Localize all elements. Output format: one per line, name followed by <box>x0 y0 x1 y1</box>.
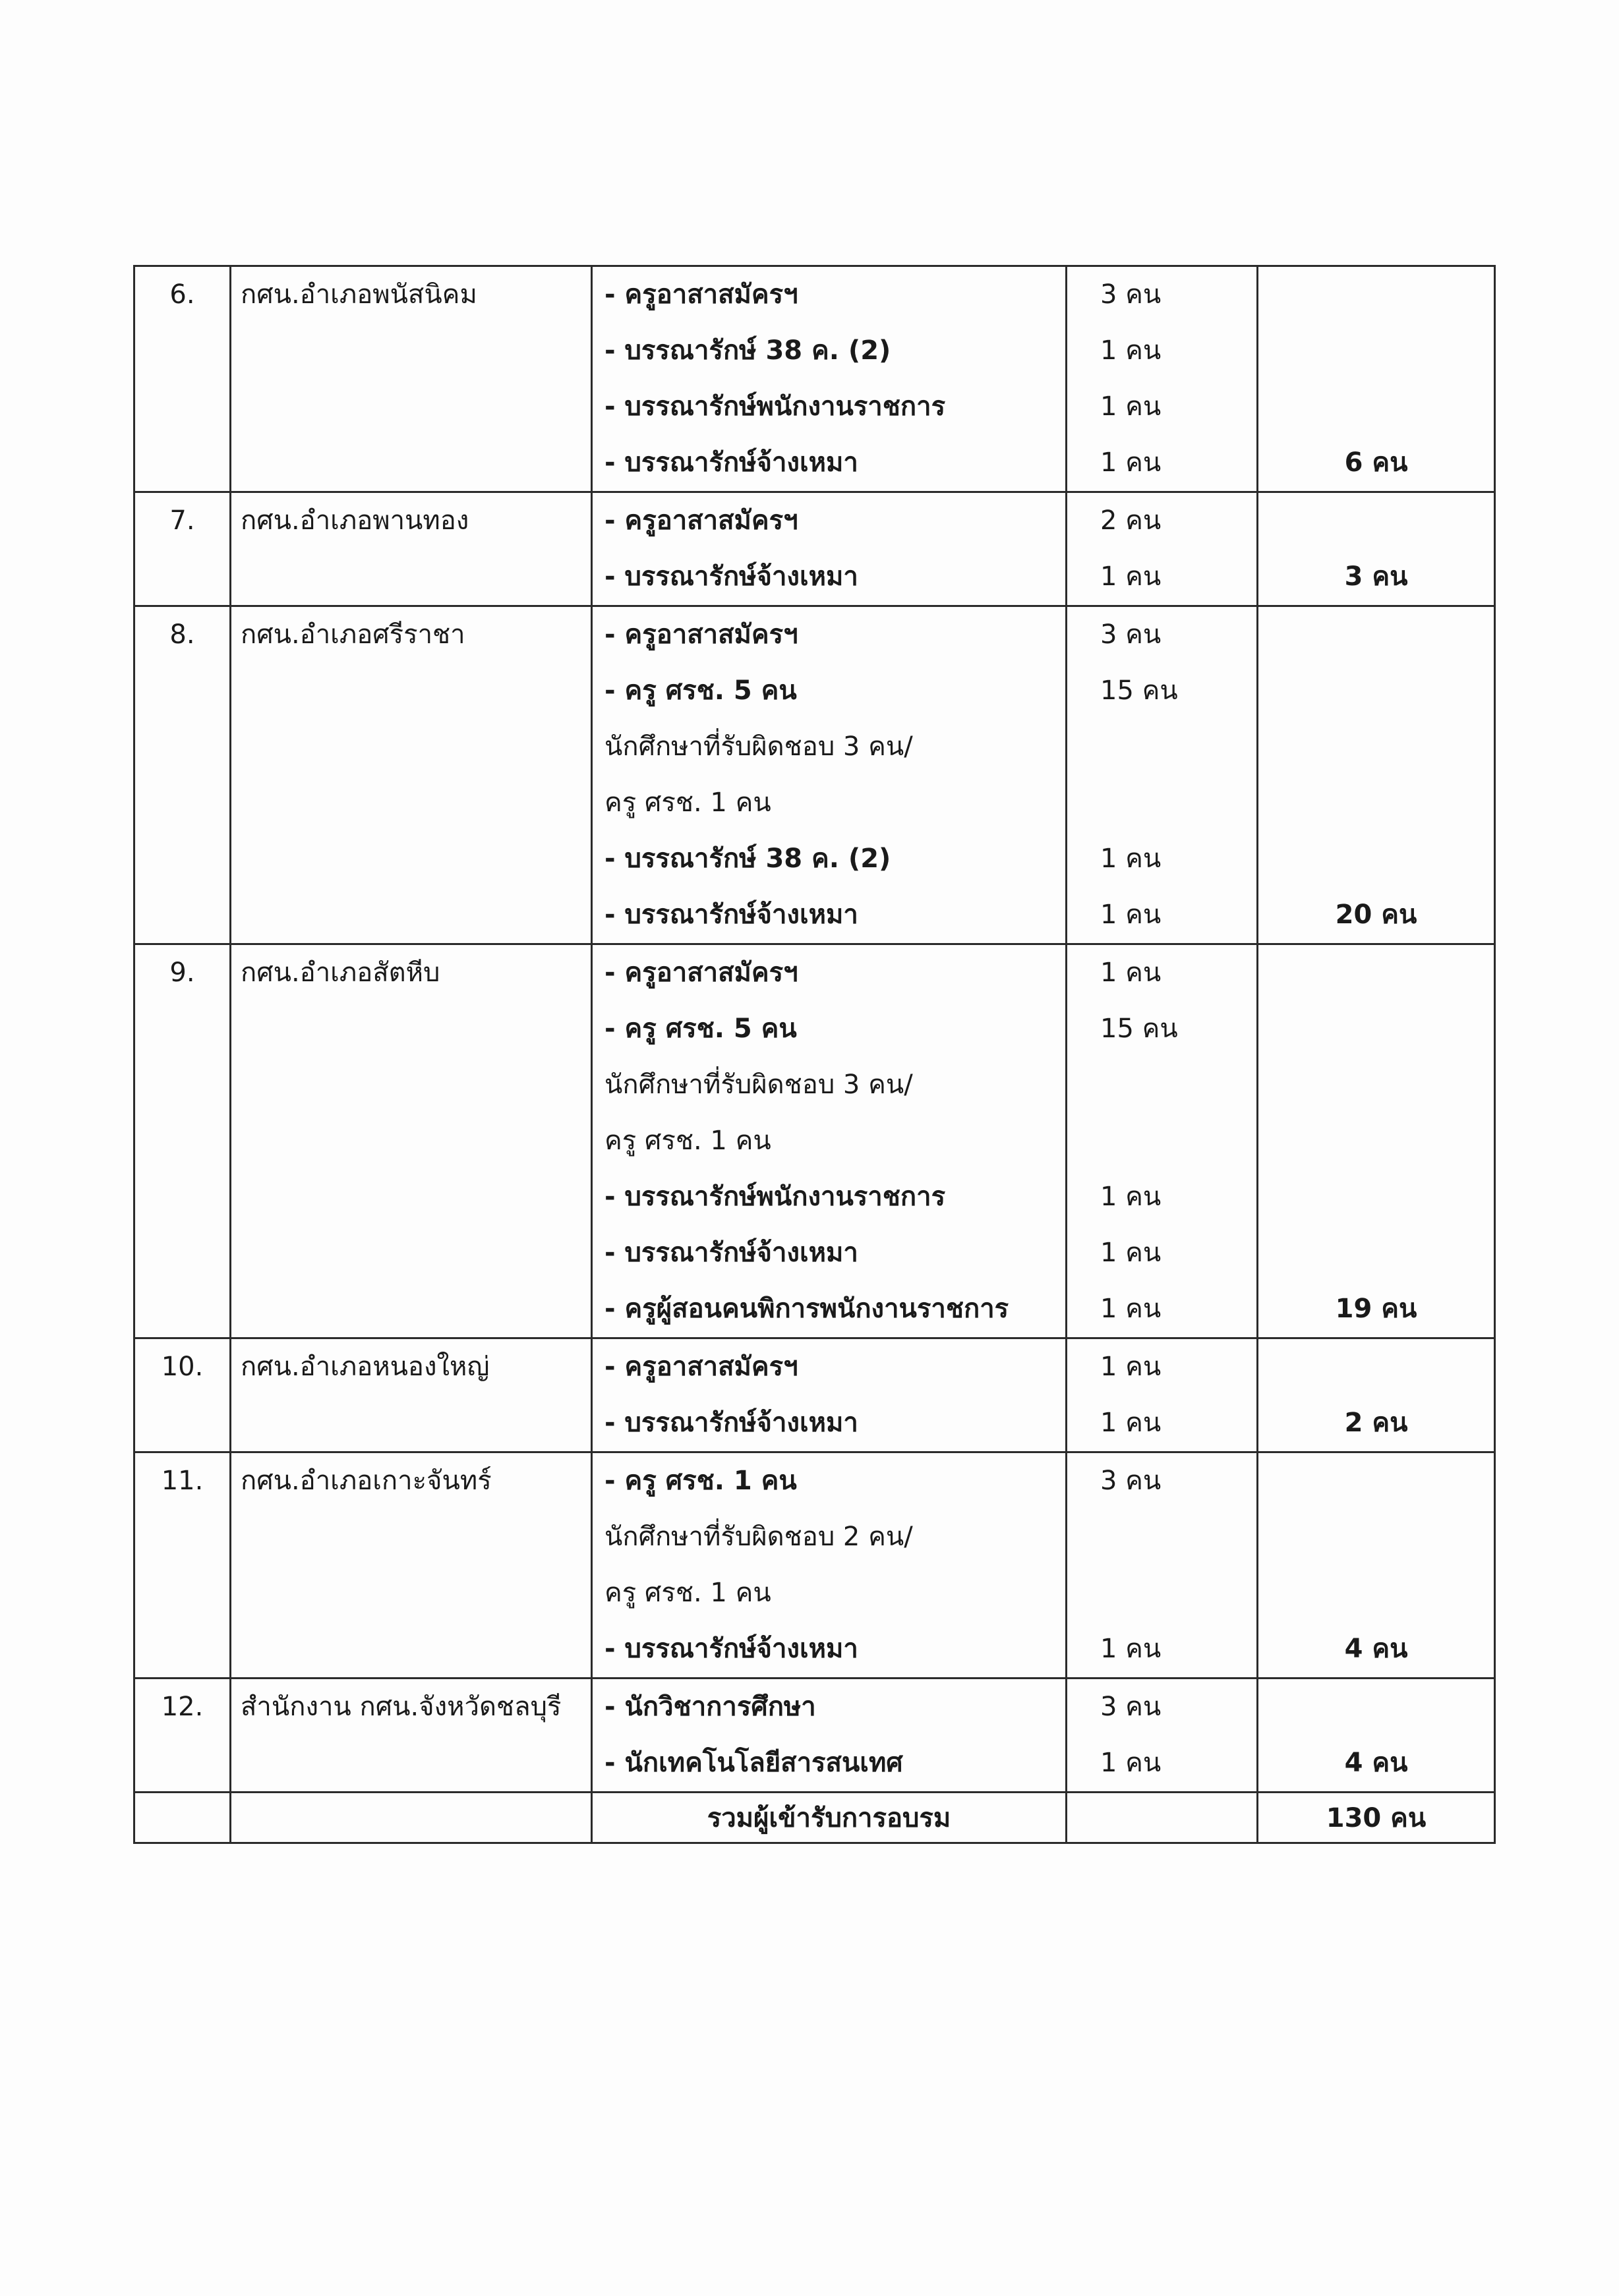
unit-name: กศน.อำเภอพานทอง <box>241 505 469 536</box>
row-number-cell <box>134 944 231 1338</box>
position-item: - ครูอาสาสมัครฯ <box>604 958 798 988</box>
row-total: 3 คน <box>1344 561 1408 592</box>
row-number-cell <box>134 606 231 944</box>
table-row <box>134 1338 1495 1452</box>
unit-name: กศน.อำเภอพนัสนิคม <box>241 279 477 310</box>
position-list-cell <box>592 492 1067 606</box>
unit-name: กศน.อำเภอหนองใหญ่ <box>241 1352 490 1382</box>
position-count: 1 คน <box>1100 844 1162 874</box>
row-total-cell <box>1258 492 1495 606</box>
position-item: - ครู ศรช. 1 คน <box>604 1466 797 1496</box>
position-count: 1 คน <box>1100 1748 1162 1778</box>
row-number: 7. <box>169 505 195 536</box>
row-total: 4 คน <box>1344 1748 1408 1778</box>
position-item: - บรรณารักษ์จ้างเหมา <box>604 900 858 930</box>
unit-name: สำนักงาน กศน.จังหวัดชลบุรี <box>241 1692 562 1722</box>
position-item: - ครูอาสาสมัครฯ <box>604 505 798 536</box>
position-count: 3 คน <box>1100 279 1162 310</box>
position-list-cell <box>592 1679 1067 1793</box>
count-list-cell <box>1067 1452 1258 1679</box>
position-count: 1 คน <box>1100 1408 1162 1438</box>
position-item: ครู ศรช. 1 คน <box>604 1578 771 1608</box>
unit-cell <box>231 1338 592 1452</box>
unit-name: กศน.อำเภอสัตหีบ <box>241 958 440 988</box>
position-count: 1 คน <box>1100 1294 1162 1324</box>
row-total-cell <box>1258 606 1495 944</box>
row-number-cell <box>134 1679 231 1793</box>
position-count <box>1100 1509 1247 1565</box>
unit-cell <box>231 492 592 606</box>
position-item: - บรรณารักษ์พนักงานราชการ <box>604 1182 946 1212</box>
row-number-cell <box>134 1452 231 1679</box>
position-list-cell <box>592 1338 1067 1452</box>
row-number-cell <box>134 1338 231 1452</box>
table-row <box>134 606 1495 944</box>
position-item: - นักเทคโนโลยีสารสนเทศ <box>604 1748 903 1778</box>
position-count: 1 คน <box>1100 391 1162 422</box>
position-count <box>1100 1113 1247 1169</box>
row-number: 11. <box>161 1466 204 1496</box>
position-count: 3 คน <box>1100 1692 1162 1722</box>
position-count: 1 คน <box>1100 1634 1162 1664</box>
position-count: 15 คน <box>1100 1014 1178 1044</box>
count-list-cell <box>1067 266 1258 492</box>
unit-cell <box>231 266 592 492</box>
table-row <box>134 1679 1495 1793</box>
position-count <box>1100 1057 1247 1113</box>
count-list-cell <box>1067 1338 1258 1452</box>
position-count: 1 คน <box>1100 335 1162 366</box>
position-item: ครู ศรช. 1 คน <box>604 788 771 818</box>
position-list-cell <box>592 944 1067 1338</box>
row-total-cell <box>1258 1679 1495 1793</box>
row-number: 6. <box>169 279 195 310</box>
unit-name: กศน.อำเภอเกาะจันทร์ <box>241 1466 492 1496</box>
count-list-cell <box>1067 606 1258 944</box>
position-item: นักศึกษาที่รับผิดชอบ 3 คน/ <box>604 1070 913 1100</box>
row-number: 8. <box>169 619 195 650</box>
position-item: นักศึกษาที่รับผิดชอบ 2 คน/ <box>604 1522 913 1552</box>
position-count <box>1100 1565 1247 1621</box>
position-item: - บรรณารักษ์จ้างเหมา <box>604 561 858 592</box>
summary-label: รวมผู้เข้ารับการอบรม <box>592 1793 1067 1843</box>
summary-total: 130 คน <box>1258 1793 1495 1843</box>
row-number-cell <box>134 492 231 606</box>
position-item: นักศึกษาที่รับผิดชอบ 3 คน/ <box>604 732 913 762</box>
unit-name: กศน.อำเภอศรีราชา <box>241 619 465 650</box>
row-number: 9. <box>169 958 195 988</box>
position-item: - ครูอาสาสมัครฯ <box>604 619 798 650</box>
position-count: 1 คน <box>1100 447 1162 478</box>
position-count: 1 คน <box>1100 1352 1162 1382</box>
position-item: ครู ศรช. 1 คน <box>604 1126 771 1156</box>
row-total-cell <box>1258 944 1495 1338</box>
unit-cell <box>231 606 592 944</box>
row-number: 12. <box>161 1692 204 1722</box>
position-count: 1 คน <box>1100 958 1162 988</box>
position-count: 1 คน <box>1100 900 1162 930</box>
table-row <box>134 944 1495 1338</box>
position-count: 15 คน <box>1100 675 1178 706</box>
position-item: - บรรณารักษ์จ้างเหมา <box>604 1408 858 1438</box>
count-list-cell <box>1067 944 1258 1338</box>
position-item: - บรรณารักษ์จ้างเหมา <box>604 1238 858 1268</box>
position-item: - บรรณารักษ์จ้างเหมา <box>604 447 858 478</box>
unit-cell <box>231 944 592 1338</box>
position-count <box>1100 719 1247 775</box>
table-body <box>134 266 1495 1843</box>
row-total: 20 คน <box>1335 900 1417 930</box>
row-total-cell <box>1258 1452 1495 1679</box>
position-count: 3 คน <box>1100 1466 1162 1496</box>
position-list-cell <box>592 606 1067 944</box>
position-count: 1 คน <box>1100 1182 1162 1212</box>
participants-table <box>133 265 1496 1844</box>
position-item: - ครู ศรช. 5 คน <box>604 675 797 706</box>
position-count: 1 คน <box>1100 561 1162 592</box>
position-count: 2 คน <box>1100 505 1162 536</box>
count-list-cell <box>1067 1679 1258 1793</box>
row-total: 4 คน <box>1344 1634 1408 1664</box>
position-item: - ครู ศรช. 5 คน <box>604 1014 797 1044</box>
position-item: - บรรณารักษ์ 38 ค. (2) <box>604 844 891 874</box>
summary-empty-cell <box>231 1793 592 1843</box>
table-row <box>134 266 1495 492</box>
position-count: 3 คน <box>1100 619 1162 650</box>
row-total-cell <box>1258 266 1495 492</box>
unit-cell <box>231 1452 592 1679</box>
position-count: 1 คน <box>1100 1238 1162 1268</box>
position-item: - ครูผู้สอนคนพิการพนักงานราชการ <box>604 1294 1009 1324</box>
row-total: 19 คน <box>1335 1294 1417 1324</box>
table-row <box>134 492 1495 606</box>
position-item: - บรรณารักษ์จ้างเหมา <box>604 1634 858 1664</box>
position-count <box>1100 775 1247 831</box>
row-total: 2 คน <box>1344 1408 1408 1438</box>
position-item: - ครูอาสาสมัครฯ <box>604 279 798 310</box>
summary-empty-cell <box>1067 1793 1258 1843</box>
summary-row <box>134 1793 1495 1843</box>
row-number-cell <box>134 266 231 492</box>
table-row <box>134 1452 1495 1679</box>
position-list-cell <box>592 266 1067 492</box>
row-number: 10. <box>161 1352 204 1382</box>
row-total: 6 คน <box>1344 447 1408 478</box>
position-item: - ครูอาสาสมัครฯ <box>604 1352 798 1382</box>
count-list-cell <box>1067 492 1258 606</box>
row-total-cell <box>1258 1338 1495 1452</box>
position-item: - นักวิชาการศึกษา <box>604 1692 816 1722</box>
position-item: - บรรณารักษ์ 38 ค. (2) <box>604 335 891 366</box>
unit-cell <box>231 1679 592 1793</box>
position-item: - บรรณารักษ์พนักงานราชการ <box>604 391 946 422</box>
summary-empty-cell <box>134 1793 231 1843</box>
position-list-cell <box>592 1452 1067 1679</box>
